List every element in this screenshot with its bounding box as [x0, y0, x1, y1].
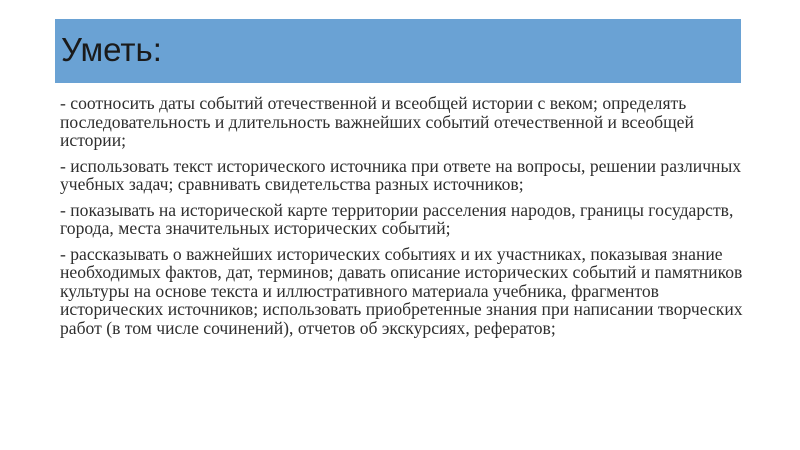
body-item-3: - показывать на исторической карте территории расселения народов, границы государств, города, места значительных исторических событий;: [60, 199, 734, 238]
body-item-4: - рассказывать о важнейших исторических событиях и их участниках, показывая знание необходимых фактов, дат, терминов; давать описание исторических событий и памятников культуры на основе текста и иллюстративного материала учебника, фрагментов исторических источников; использовать приобретенные знания при написании творческих работ (в том числе сочинений), отчетов об экскурсиях, рефератов;: [60, 243, 743, 338]
slide-title: Уметь:: [61, 31, 162, 68]
title-bar: [55, 19, 741, 83]
body-item-1: - соотносить даты событий отечественной и всеобщей истории с веком; определять последовательность и длительность важнейших событий отечественной и всеобщей истории;: [60, 93, 694, 150]
body-item-2: - использовать текст исторического источника при ответе на вопросы, решении различных учебных задач; сравнивать свидетельства разных источников;: [60, 155, 742, 194]
slide-body: [60, 94, 750, 344]
